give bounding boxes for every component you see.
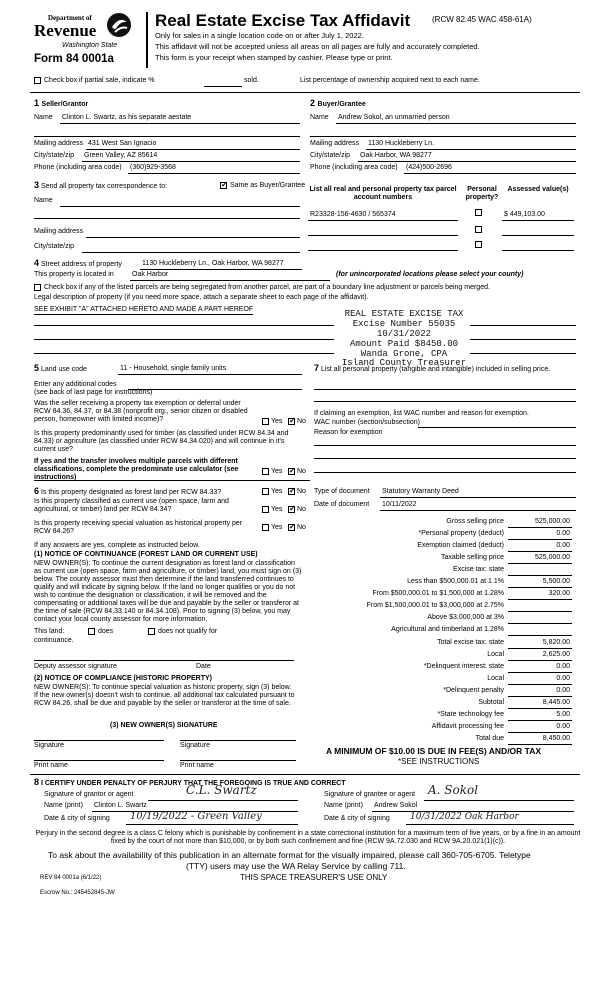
tax-row-label: *State technology fee: [437, 711, 504, 718]
q6a-no-label: No: [297, 488, 306, 495]
see-back-note: (see back of last page for instructions): [34, 389, 153, 396]
seller-phone-label: Phone (including area code): [34, 164, 122, 171]
seller-mail[interactable]: 431 West San Ignacio: [88, 140, 157, 147]
exemption-note: If claiming an exemption, list WAC number and reason for exemption.: [314, 410, 529, 417]
q6c-yes-label: Yes: [271, 524, 283, 531]
grantee-name-label: Name (print): [324, 802, 363, 809]
header-note-2: This affidavit will not be accepted unless all areas on all pages are fully and accurately completed.: [155, 42, 480, 51]
notice1-body: NEW OWNER(S): To continue the current designation as forest land or classification as current use (open space, farm and agriculture, or timber) land, you must sign on (3) below. The county assessor must then determine if the land transferred continues to qualify and will indicate by signing below. If the land no longer qualifies or you do not wish to continue the designation or classification, it will be removed and the compensating or additional taxes will be due and payable by the seller or transferor at the time of sale (RCW 84.33.140 or 84.34.108). Prior to signing (3) below, you may contact your local county assessor for more information.: [34, 560, 302, 624]
tax-row-value[interactable]: 8,450.00: [542, 735, 570, 742]
wac-label: WAC number (section/subsection): [314, 419, 420, 426]
grantor-name-label: Name (print): [44, 802, 83, 809]
grantee-name[interactable]: Andrew Sokol: [374, 802, 418, 809]
grantor-sig-label: Signature of grantor or agent: [44, 791, 134, 798]
header-note-3: This form is your receipt when stamped by cashier. Please type or print.: [155, 53, 393, 62]
located-label: This property is located in: [34, 271, 114, 278]
divider: [30, 92, 580, 93]
tax-row-label: From $1,500,000.01 to $3,000,000 at 2.75%: [366, 602, 504, 609]
notice1-heading: (1) NOTICE OF CONTINUANCE (FOREST LAND OR CURRENT USE): [34, 551, 258, 558]
tax-row-line: [508, 744, 572, 745]
continuance-label: continuance.: [34, 637, 74, 644]
grantor-date-label: Date & city of signing: [44, 815, 110, 822]
accessibility-note-1: To ask about the availability of this publication in an alternate format for the visually impaired, please call 360-705-6705. Teletype: [48, 850, 531, 860]
seller-name[interactable]: Clinton L. Swartz, as his separate aestate: [62, 114, 192, 121]
correspondence-label: 3 Send all property tax correspondence to:: [34, 180, 168, 190]
notice3-heading: (3) NEW OWNER(S) SIGNATURE: [110, 722, 218, 729]
tax-row-line: [508, 720, 572, 721]
q6c-no-label: No: [297, 524, 306, 531]
tax-row-line: [508, 708, 572, 709]
tax-row-line: [508, 648, 572, 649]
stamp-line-3: 10/31/2022: [376, 328, 431, 339]
deputy-date-label: Date: [196, 663, 211, 670]
treasurer-stamp: [340, 310, 468, 369]
tax-row-line: [508, 623, 572, 624]
tax-row-line: [508, 611, 572, 612]
tax-row-value[interactable]: 525,000.00: [534, 518, 570, 525]
q6a-yes-label: Yes: [271, 488, 283, 495]
grantee-date-label: Date & city of signing: [324, 815, 390, 822]
tax-row-value[interactable]: 0.00: [556, 675, 570, 682]
additional-codes-label: Enter any additional codes: [34, 381, 117, 388]
personal-property-checkbox-2[interactable]: [475, 226, 482, 233]
tax-row-line: [508, 587, 572, 588]
tax-row-line: [508, 732, 572, 733]
doc-type[interactable]: Statutory Warranty Deed: [382, 488, 459, 495]
partial-sale-checkbox[interactable]: [34, 77, 41, 84]
legal-description[interactable]: SEE EXHIBIT "A" ATTACHED HERETO AND MADE A PART HEREOF: [34, 306, 253, 315]
tax-row-value[interactable]: 0.00: [556, 663, 570, 670]
see-instructions-note: *SEE INSTRUCTIONS: [398, 757, 480, 766]
tax-row-value[interactable]: 2,625.00: [542, 651, 570, 658]
doc-date[interactable]: 10/11/2022: [382, 501, 417, 508]
q6a-yes-checkbox[interactable]: [262, 488, 269, 495]
street-address-label: 4 Street address of property: [34, 258, 122, 268]
buyer-city-label: City/state/zip: [310, 152, 351, 159]
q2-yes-checkbox[interactable]: [262, 468, 269, 475]
stamp-line-2: Excise Number 55035: [352, 318, 456, 329]
rcw-reference: (RCW 82.45 WAC 458-61A): [432, 15, 532, 24]
header-note-1: Only for sales in a single location code on or after July 1, 2022.: [155, 31, 364, 40]
tax-row-value[interactable]: 5,500.00: [542, 578, 570, 585]
tax-row-line: [508, 539, 572, 540]
owner-signature-label-2: Signature: [180, 742, 210, 749]
tax-row-line: [508, 684, 572, 685]
tax-row-line: [508, 563, 572, 564]
does-checkbox[interactable]: [88, 628, 95, 635]
buyer-phone[interactable]: (424)500-2696: [406, 164, 452, 171]
tax-row-value[interactable]: 525,000.00: [534, 554, 570, 561]
q6b-yes-label: Yes: [271, 506, 283, 513]
does-not-checkbox[interactable]: [148, 628, 155, 635]
seller-city-label: City/state/zip: [34, 152, 75, 159]
stamp-line-5: Wanda Grone, CPA: [360, 348, 448, 359]
ownership-note: List percentage of ownership acquired next to each name.: [300, 77, 480, 84]
deputy-signature-label: Deputy assessor signature: [34, 663, 117, 670]
tax-row-label: Exemption claimed (deduct): [417, 542, 504, 549]
instruct-note: If any answers are yes, complete as instructed below.: [34, 542, 200, 549]
this-land-label: This land:: [34, 628, 65, 635]
tax-row-label: Gross selling price: [446, 518, 504, 525]
tax-row-label: Total due: [475, 735, 504, 742]
notice2-heading: (2) NOTICE OF COMPLIANCE (HISTORIC PROPERTY): [34, 675, 212, 682]
tax-row-label: Above $3,000,000 at 3%: [427, 614, 504, 621]
buyer-mail[interactable]: 1130 Huckleberry Ln.: [368, 140, 435, 147]
buyer-name-label: Name: [310, 114, 329, 121]
q6c-yes-checkbox[interactable]: [262, 524, 269, 531]
segregated-label: Check box if any of the listed parcels are being segregated from another parcel, are part of a boundary line adjustment or parcels being merged.: [44, 284, 490, 291]
perjury-notice: Perjury in the second degree is a class C felony which is punishable by confinement in a state correctional institution for a maximum term of five years, or by a fine in an amount fixed by the court of not more than $10,000, or by both such confinement and fine (RCW 9A.72.030 and RCW 9A.20.021(1)(c)).: [35, 830, 581, 846]
owner-print-label-1: Print name: [34, 762, 68, 769]
reason-label: Reason for exemption: [314, 429, 383, 436]
certify-heading: 8 I CERTIFY UNDER PENALTY OF PERJURY THAT THE FOREGOING IS TRUE AND CORRECT: [34, 777, 346, 787]
q6b-no-checkbox[interactable]: [288, 506, 295, 513]
tax-row-line: [508, 660, 572, 661]
revenue-logo-text: Revenue: [34, 21, 97, 40]
does-label: does: [98, 628, 114, 635]
doc-date-label: Date of document: [314, 501, 370, 508]
tax-row-value[interactable]: 5,820.00: [542, 639, 570, 646]
q2-no-label: No: [297, 468, 306, 475]
tax-row-label: Local: [487, 651, 504, 658]
seller-phone[interactable]: (360)929-3568: [130, 164, 176, 171]
tax-row-label: Less than $500,000.01 at 1.1%: [407, 578, 504, 585]
tax-row-label: Affidavit processing fee: [431, 723, 504, 730]
stamp-line-1: REAL ESTATE EXCISE TAX: [344, 309, 464, 319]
seller-heading: 1 Seller/Grantor: [34, 98, 89, 108]
personal-property-checkbox-3[interactable]: [475, 241, 482, 248]
street-address[interactable]: 1130 Huckleberry Ln., Oak Harbor, WA 98277: [142, 260, 284, 267]
tax-row-value[interactable]: 0.00: [556, 530, 570, 537]
accessibility-note-2: (TTY) users may use the WA Relay Service by calling 711.: [186, 861, 406, 871]
tax-row-label: Local: [487, 675, 504, 682]
located-city[interactable]: Oak Harbor: [132, 271, 169, 278]
historic-question: Is this property receiving special valuation as historical property per RCW 84.26?: [34, 520, 243, 536]
q1-no-label: No: [297, 418, 306, 425]
same-as-buyer-checkbox[interactable]: [220, 182, 227, 189]
owner-signature-label-1: Signature: [34, 742, 64, 749]
tax-row-label: *Delinquent penalty: [443, 687, 504, 694]
tax-row-value[interactable]: 320.00: [548, 590, 570, 597]
current-use-question: Is this property classified as current use (open space, farm and agricultural, or timber) land per RCW 84.34?: [34, 498, 229, 514]
grantee-signature: A. Sokol: [428, 783, 479, 797]
tax-row-label: *Personal property (deduct): [418, 530, 504, 537]
tax-row-label: Excise tax: state: [453, 566, 504, 573]
personal-col-header: Personal property?: [465, 186, 499, 202]
segregated-checkbox[interactable]: [34, 284, 41, 291]
seller-city[interactable]: Green Valley, AZ 85614: [84, 152, 158, 159]
parcel-number[interactable]: R23328-156-4630 / 565374: [310, 211, 396, 218]
treasurer-space-label: THIS SPACE TREASURER'S USE ONLY: [240, 873, 388, 882]
tax-row-value[interactable]: 0.00: [556, 542, 570, 549]
tax-row-line: [508, 527, 572, 528]
tax-row-label: Taxable selling price: [440, 554, 504, 561]
legal-desc-label: Legal description of property (if you need more space, attach a separate sheet to each page of the affidavit).: [34, 294, 369, 301]
q1-yes-label: Yes: [271, 418, 283, 425]
land-use-code[interactable]: 11 - Household, single family units: [120, 365, 227, 372]
tax-row-value[interactable]: 0.00: [556, 723, 570, 730]
personal-property-label: 7 List all personal property (tangible and intangible) included in selling price.: [314, 363, 551, 373]
q2-no-checkbox[interactable]: [288, 468, 295, 475]
buyer-phone-label: Phone (including area code): [310, 164, 398, 171]
escrow-number: Escrow No.: 245452845-JW: [40, 890, 115, 896]
rev-number: REV 84 0001a (6/1/22): [40, 875, 102, 881]
buyer-city[interactable]: Oak Harbor, WA 98277: [360, 152, 432, 159]
unincorporated-note: (for unincorporated locations please select your county): [336, 271, 524, 278]
tax-row-line: [508, 551, 572, 552]
owner-print-label-2: Print name: [180, 762, 214, 769]
tax-row-line: [508, 635, 572, 636]
q6a-no-checkbox[interactable]: [288, 488, 295, 495]
stamp-line-6: Island County Treasurer: [341, 358, 467, 369]
tax-row-line: [508, 672, 572, 673]
q6b-yes-checkbox[interactable]: [262, 506, 269, 513]
buyer-mail-label: Mailing address: [310, 140, 360, 147]
tax-row-line: [508, 599, 572, 600]
tax-row-label: Agricultural and timberland at 1.28%: [391, 626, 504, 633]
seller-name-label: Name: [34, 114, 53, 121]
assessed-col-header: Assessed value(s): [507, 186, 569, 193]
partial-sale-label: Check box if partial sale, indicate %: [44, 77, 155, 84]
grantee-date[interactable]: 10/31/2022 Oak Harbor: [410, 812, 519, 822]
tax-row-line: [508, 696, 572, 697]
exemption-question: Was the seller receiving a property tax exemption or deferral under RCW 84.36, 84.37, or 84.38 (nonprofit org., senior citizen or disabled person, homeowner with limited income)?: [34, 400, 248, 424]
buyer-heading: 2 Buyer/Grantee: [310, 98, 366, 108]
tax-row-label: Subtotal: [478, 699, 504, 706]
same-as-buyer-label: Same as Buyer/Grantee: [230, 182, 306, 189]
tax-row-value[interactable]: 5.00: [556, 711, 570, 718]
stamp-line-4: Amount Paid $8450.00: [349, 338, 459, 349]
does-not-label: does not qualify for: [158, 628, 218, 635]
parcel-col-header: List all real and personal property tax parcel account numbers: [309, 186, 457, 202]
timber-question: Is this property predominantly used for timber (as classified under RCW 84.34 and 84.33) or agriculture (as classified under RCW 84.34.020) and will continue in it's current use?: [34, 430, 289, 454]
tax-row-label: From $500,000.01 to $1,500,000 at 1.28%: [372, 590, 504, 597]
minimum-fee-note: A MINIMUM OF $10.00 IS DUE IN FEE(S) AND/OR TAX: [326, 746, 542, 756]
personal-property-checkbox-1[interactable]: [475, 209, 482, 216]
forest-question: 6 Is this property designated as forest land per RCW 84.33?: [34, 486, 222, 496]
notice2-body: NEW OWNER(S): To continue special valuation as historic property, sign (3) below. If the new owner(s) doesn't wish to continue, all additional tax calculated pursuant to RCW 84.26, shall be due and payable by the seller or transferor at the time of sale.: [34, 684, 295, 708]
tax-row-label: *Delinquent interest: state: [423, 663, 504, 670]
section3-name-label: Name: [34, 197, 53, 204]
q6b-no-label: No: [297, 506, 306, 513]
seller-mail-label: Mailing address: [34, 140, 84, 147]
section3-mail-label: Mailing address: [34, 228, 84, 235]
tax-row-value[interactable]: 8,445.00: [542, 699, 570, 706]
section3-city-label: City/state/zip: [34, 243, 75, 250]
page-title: Real Estate Excise Tax Affidavit: [155, 11, 411, 30]
header-divider: [146, 12, 148, 68]
sold-label: sold.: [244, 77, 259, 84]
assessed-value[interactable]: $ 449,103.00: [504, 211, 545, 218]
tax-row-label: Total excise tax: state: [437, 639, 504, 646]
state-label: Washington State: [62, 42, 118, 49]
land-use-label: 5 Land use code: [34, 363, 87, 373]
q6c-no-checkbox[interactable]: [288, 524, 295, 531]
grantor-name[interactable]: Clinton L. Swartz: [94, 802, 147, 809]
grantor-date[interactable]: 10/19/2022 - Green Valley: [130, 811, 262, 822]
tax-row-value[interactable]: 0.00: [556, 687, 570, 694]
q1-yes-checkbox[interactable]: [262, 418, 269, 425]
buyer-name[interactable]: Andrew Sokol, an unmarried person: [338, 114, 450, 121]
grantee-sig-label: Signature of grantee or agent: [324, 791, 416, 798]
grantor-signature: C.L. Swartz: [186, 783, 257, 797]
partial-percent-field[interactable]: [204, 86, 242, 87]
form-number: Form 84 0001a: [34, 53, 114, 65]
tax-row-line: [508, 575, 572, 576]
q2-yes-label: Yes: [271, 468, 283, 475]
doc-type-label: Type of document: [314, 488, 370, 495]
dept-label: Department of: [48, 14, 92, 22]
q1-no-checkbox[interactable]: [288, 418, 295, 425]
multi-parcel-note: If yes and the transfer involves multiple parcels with different classifications, complete the predominate use calculator (see instructions): [34, 458, 239, 482]
wa-dor-logo-icon: [106, 12, 132, 38]
